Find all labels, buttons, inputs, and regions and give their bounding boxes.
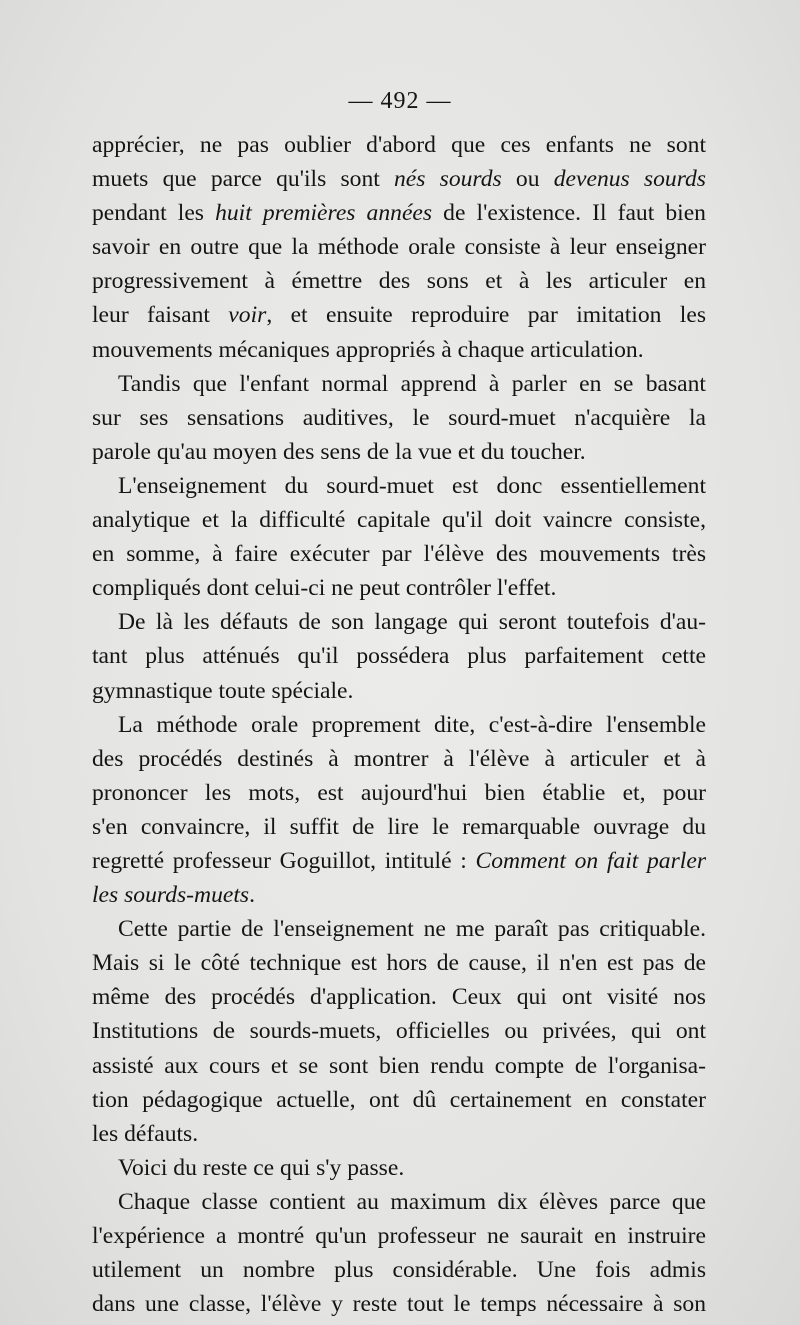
text-line [92,878,706,912]
text-run: tion pédagogique actuelle, ont dû certainement en constater [92,1086,706,1113]
text-line [92,1083,706,1117]
text-line [92,298,706,332]
italic-text: nés sourds [394,166,502,193]
text-run: De là les défauts de son langage qui seront toutefois d'au- [118,609,706,636]
italic-text: Comment on fait parler [475,847,706,874]
text-line [92,435,706,469]
text-line [92,1253,706,1287]
text-line [92,1185,706,1219]
text-line [92,230,706,264]
text-run: Cette partie de l'enseignement ne me paraît pas critiquable. [118,916,706,943]
text-run: Mais si le côté technique est hors de cause, il n'en est pas de [92,950,706,977]
text-line [92,946,706,980]
page-number: — 492 — [348,88,452,114]
text-run: en somme, à faire exécuter par l'élève des mouvements très [92,541,706,568]
text-line [92,605,706,639]
text-run: analytique et la difficulté capitale qu'il doit vaincre consiste, [92,507,706,534]
text-run: apprécier, ne pas oublier d'abord que ces enfants ne sont [92,132,706,158]
text-run: compliqués dont celui-ci ne peut contrôler l'effet. [92,575,557,602]
text-line [92,1287,706,1321]
text-run: . [249,882,255,909]
text-run: savoir en outre que la méthode orale consiste à leur enseigner [92,234,706,261]
text-line [92,639,706,673]
text-run: parole qu'au moyen des sens de la vue et du toucher. [92,438,586,465]
text-line [92,1014,706,1048]
text-run: assisté aux cours et se sont bien rendu compte de l'organisa- [92,1052,706,1079]
text-run: Institutions de sourds-muets, officielles ou privées, qui ont [92,1018,706,1045]
italic-text: devenus sourds [553,166,706,193]
text-line [92,162,706,196]
text-line [92,980,706,1014]
text-run: tant plus atténués qu'il possédera plus parfaitement cette [92,643,706,670]
text-line [92,742,706,776]
text-run: de l'existence. Il faut bien [432,200,706,227]
text-run: ou [501,166,554,193]
text-line [92,196,706,230]
text-run: l'expérience a montré qu'un professeur ne saurait en instruire [92,1223,706,1249]
text-run: L'enseignement du sourd-muet est donc essentiellement [118,472,706,499]
text-line [92,264,706,298]
text-line [92,1151,706,1185]
text-run: prononcer les mots, est aujourd'hui bien établie et, pour [92,779,706,806]
text-run: s'en convaincre, il suffit de lire le remarquable ouvrage du [92,813,706,840]
text-run: mouvements mécaniques appropriés à chaque articulation. [92,336,644,363]
text-line [92,537,706,571]
italic-text: les sourds-muets [92,882,250,909]
text-run: des procédés destinés à montrer à l'élève à articuler et à [92,745,706,772]
text-run: Chaque classe contient au maximum dix élèves parce que [118,1188,706,1215]
text-line [92,401,706,435]
text-run: La méthode orale proprement dite, c'est-à-dire l'ensemble [118,711,706,738]
text-run: sur ses sensations auditives, le sourd-muet n'acquière la [92,404,706,431]
text-line [92,708,706,742]
text-run: les défauts. [92,1120,199,1147]
text-line [92,912,706,946]
text-line [92,1117,706,1151]
text-line [92,469,706,503]
text-run: Voici du reste ce qui s'y passe. [118,1154,405,1181]
text-line [92,503,706,537]
text-run: , et ensuite reproduire par imitation les [266,302,706,329]
text-run: dans une classe, l'élève y reste tout le temps nécessaire à son [92,1291,706,1318]
text-run: gymnastique toute spéciale. [92,677,354,704]
text-line [92,571,706,605]
italic-text: voir [228,302,267,329]
text-line [92,1049,706,1083]
text-run: muets que parce qu'ils sont [92,166,394,193]
text-run: leur faisant [92,302,229,329]
italic-text: huit premières années [215,200,433,227]
text-line [92,367,706,401]
text-line [92,674,706,708]
text-run: même des procédés d'application. Ceux qui ont visité nos [92,984,706,1011]
text-line [92,776,706,810]
text-run: regretté professeur Goguillot, intitulé : [92,847,476,874]
text-line [92,128,706,162]
text-run: pendant les [92,200,216,227]
text-line [92,844,706,878]
text-line [92,810,706,844]
text-run: Tandis que l'enfant normal apprend à parler en se basant [118,370,706,397]
body-text [92,128,706,1321]
text-line [92,333,706,367]
text-run: progressivement à émettre des sons et à les articuler en [92,268,706,295]
text-run: utilement un nombre plus considérable. Une fois admis [92,1257,706,1284]
text-line [92,1219,706,1253]
